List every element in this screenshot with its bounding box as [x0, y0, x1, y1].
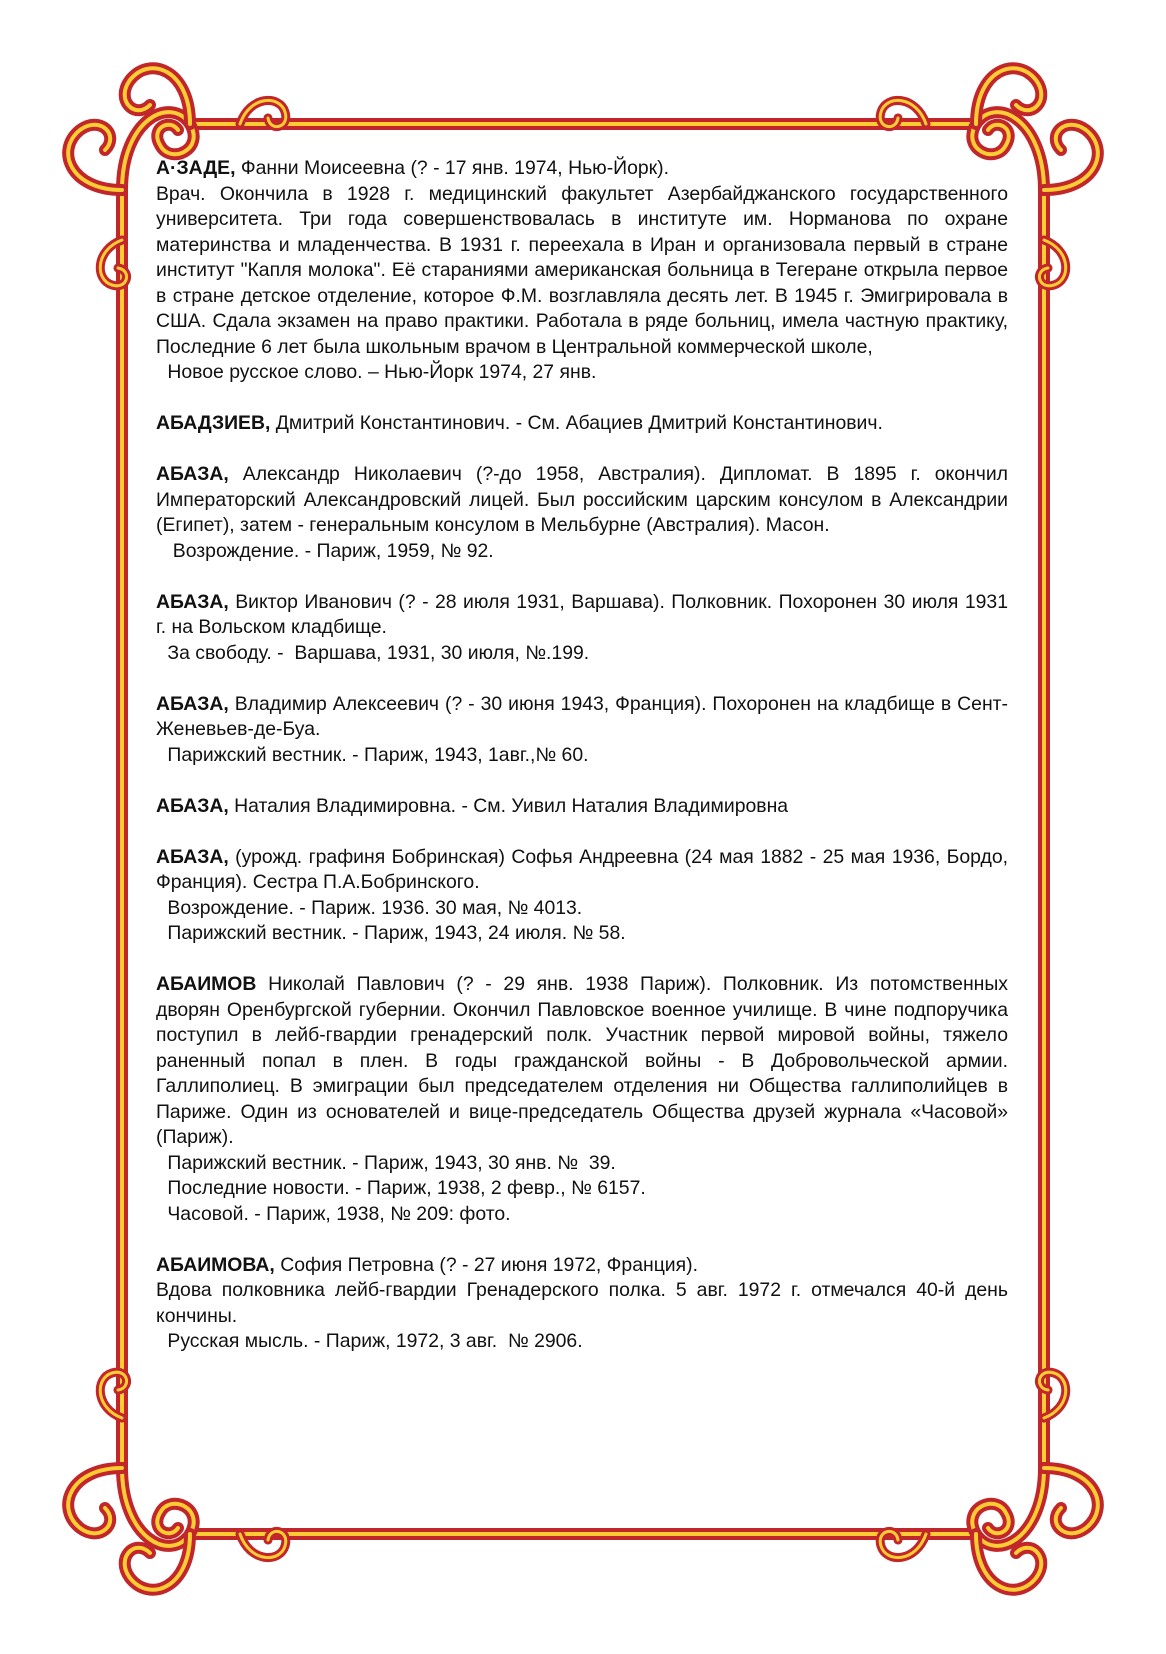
entry-abaimov: [156, 972, 1008, 1227]
entry-abaza-viktor: [156, 590, 1008, 667]
entry-abaza-sofia: [156, 845, 1008, 947]
entry-abaza-vladimir: [156, 692, 1008, 769]
entry-azade: [156, 156, 1008, 386]
entry-abaimova: [156, 1253, 1008, 1355]
entry-source: Парижский вестник. - Париж, 1943, 24 июля. № 58.: [162, 922, 626, 944]
entry-source: Возрождение. - Париж, 1959, № 92.: [162, 539, 494, 562]
entry-heading: АБАИМОВ: [156, 973, 257, 995]
entry-text: Виктор Иванович (? - 28 июля 1931, Варшава). Полковник. Похоронен 30 июля 1931 г. на Вольском кладбище.: [156, 590, 1008, 638]
entry-source: Парижский вестник. - Париж, 1943, 1авг.,№ 60.: [162, 743, 589, 766]
entry-heading: АБАЗА,: [156, 692, 229, 715]
entry-source: За свободу. - Варшава, 1931, 30 июля, №.199.: [162, 641, 590, 664]
entry-heading: АБАЗА,: [156, 794, 229, 817]
entry-text: Вдова полковника лейб-гвардии Гренадерского полка. 5 авг. 1972 г. отмечался 40-й день кончины.: [156, 1279, 1008, 1327]
entry-source: Последние новости. - Париж, 1938, 2 февр., № 6157.: [162, 1177, 646, 1199]
entry-text: Александр Николаевич (?-до 1958, Австралия). Дипломат. В 1895 г. окончил Императорский Александровский лицей. Был российским царским консулом в Александрии (Египет), затем - генеральным консулом в Мельбурне (Австралия). Масон.: [156, 463, 1008, 536]
entry-abaza-aleksandr: [156, 462, 1008, 564]
entry-source: Парижский вестник. - Париж, 1943, 30 янв. № 39.: [162, 1151, 616, 1174]
entry-heading: АБАЗА,: [156, 845, 229, 868]
entry-abadziev: [156, 411, 1008, 437]
entry-text: (урожд. графиня Бобринская) Софья Андреевна (24 мая 1882 - 25 мая 1936, Бордо, Франция). Сестра П.А.Бобринского.: [156, 845, 1008, 893]
entry-source: Русская мысль. - Париж, 1972, 3 авг. № 2906.: [162, 1330, 583, 1352]
entry-text: Дмитрий Константинович. - См. Абациев Дмитрий Константинович.: [270, 412, 883, 434]
entry-heading: АБАЗА,: [156, 463, 229, 485]
entry-text: Николай Павлович (? - 29 янв. 1938 Париж). Полковник. Из потомственных дворян Оренбургской губернии. Окончил Павловское военное училище. В чине подпоручика поступил в лейб-гвардии гренадерский полк. Участник первой мировой войны, тяжело раненный попал в плен. В годы гражданской войны - В Добровольческой армии. Галлиполиец. В эмиграции был председателем отделения ни Общества галлиполийцев в Париже. Один из основателей и вице-председатель Общества друзей журнала «Часовой» (Париж).: [156, 973, 1008, 1148]
document-content: [156, 156, 1008, 1380]
entry-heading: А·ЗАДЕ,: [156, 157, 236, 179]
entry-abaza-natalia: [156, 794, 1008, 820]
entry-heading: АБАЗА,: [156, 590, 229, 613]
entry-source: Новое русское слово. – Нью-Йорк 1974, 27 янв.: [162, 361, 597, 383]
entry-source: Возрождение. - Париж. 1936. 30 мая, № 4013.: [162, 896, 583, 919]
entry-heading: АБАДЗИЕВ,: [156, 412, 271, 434]
entry-text: Врач. Окончила в 1928 г. медицинский факультет Азербайджанского государственного университета. Три года совершенствовалась в институте им. Норманова по охране материнства и младенчества. В 1931 г. переехала в Иран и организовала первый в стране институт "Капля молока". Её стараниями американская больница в Тегеране открыла первое в стране детское отделение, которое Ф.М. возглавляла десять лет. В 1945 г. Эмигрировала в США. Сдала экзамен на право практики. Работала в ряде больниц, имела частную практику, Последние 6 лет была школьным врачом в Центральной коммерческой школе,: [156, 182, 1008, 358]
entry-first-line: София Петровна (? - 27 июня 1972, Франция).: [274, 1253, 698, 1276]
entry-heading: АБАИМОВА,: [156, 1253, 275, 1276]
entry-text: Владимир Алексеевич (? - 30 июня 1943, Франция). Похоронен на кладбище в Сент-Женевьев-де-Буа.: [156, 692, 1008, 740]
entry-source: Часовой. - Париж, 1938, № 209: фото.: [162, 1202, 511, 1225]
entry-first-line: Фанни Моисеевна (? - 17 янв. 1974, Нью-Йорк).: [235, 157, 670, 179]
entry-text: Наталия Владимировна. - См. Уивил Наталия Владимировна: [228, 794, 789, 817]
